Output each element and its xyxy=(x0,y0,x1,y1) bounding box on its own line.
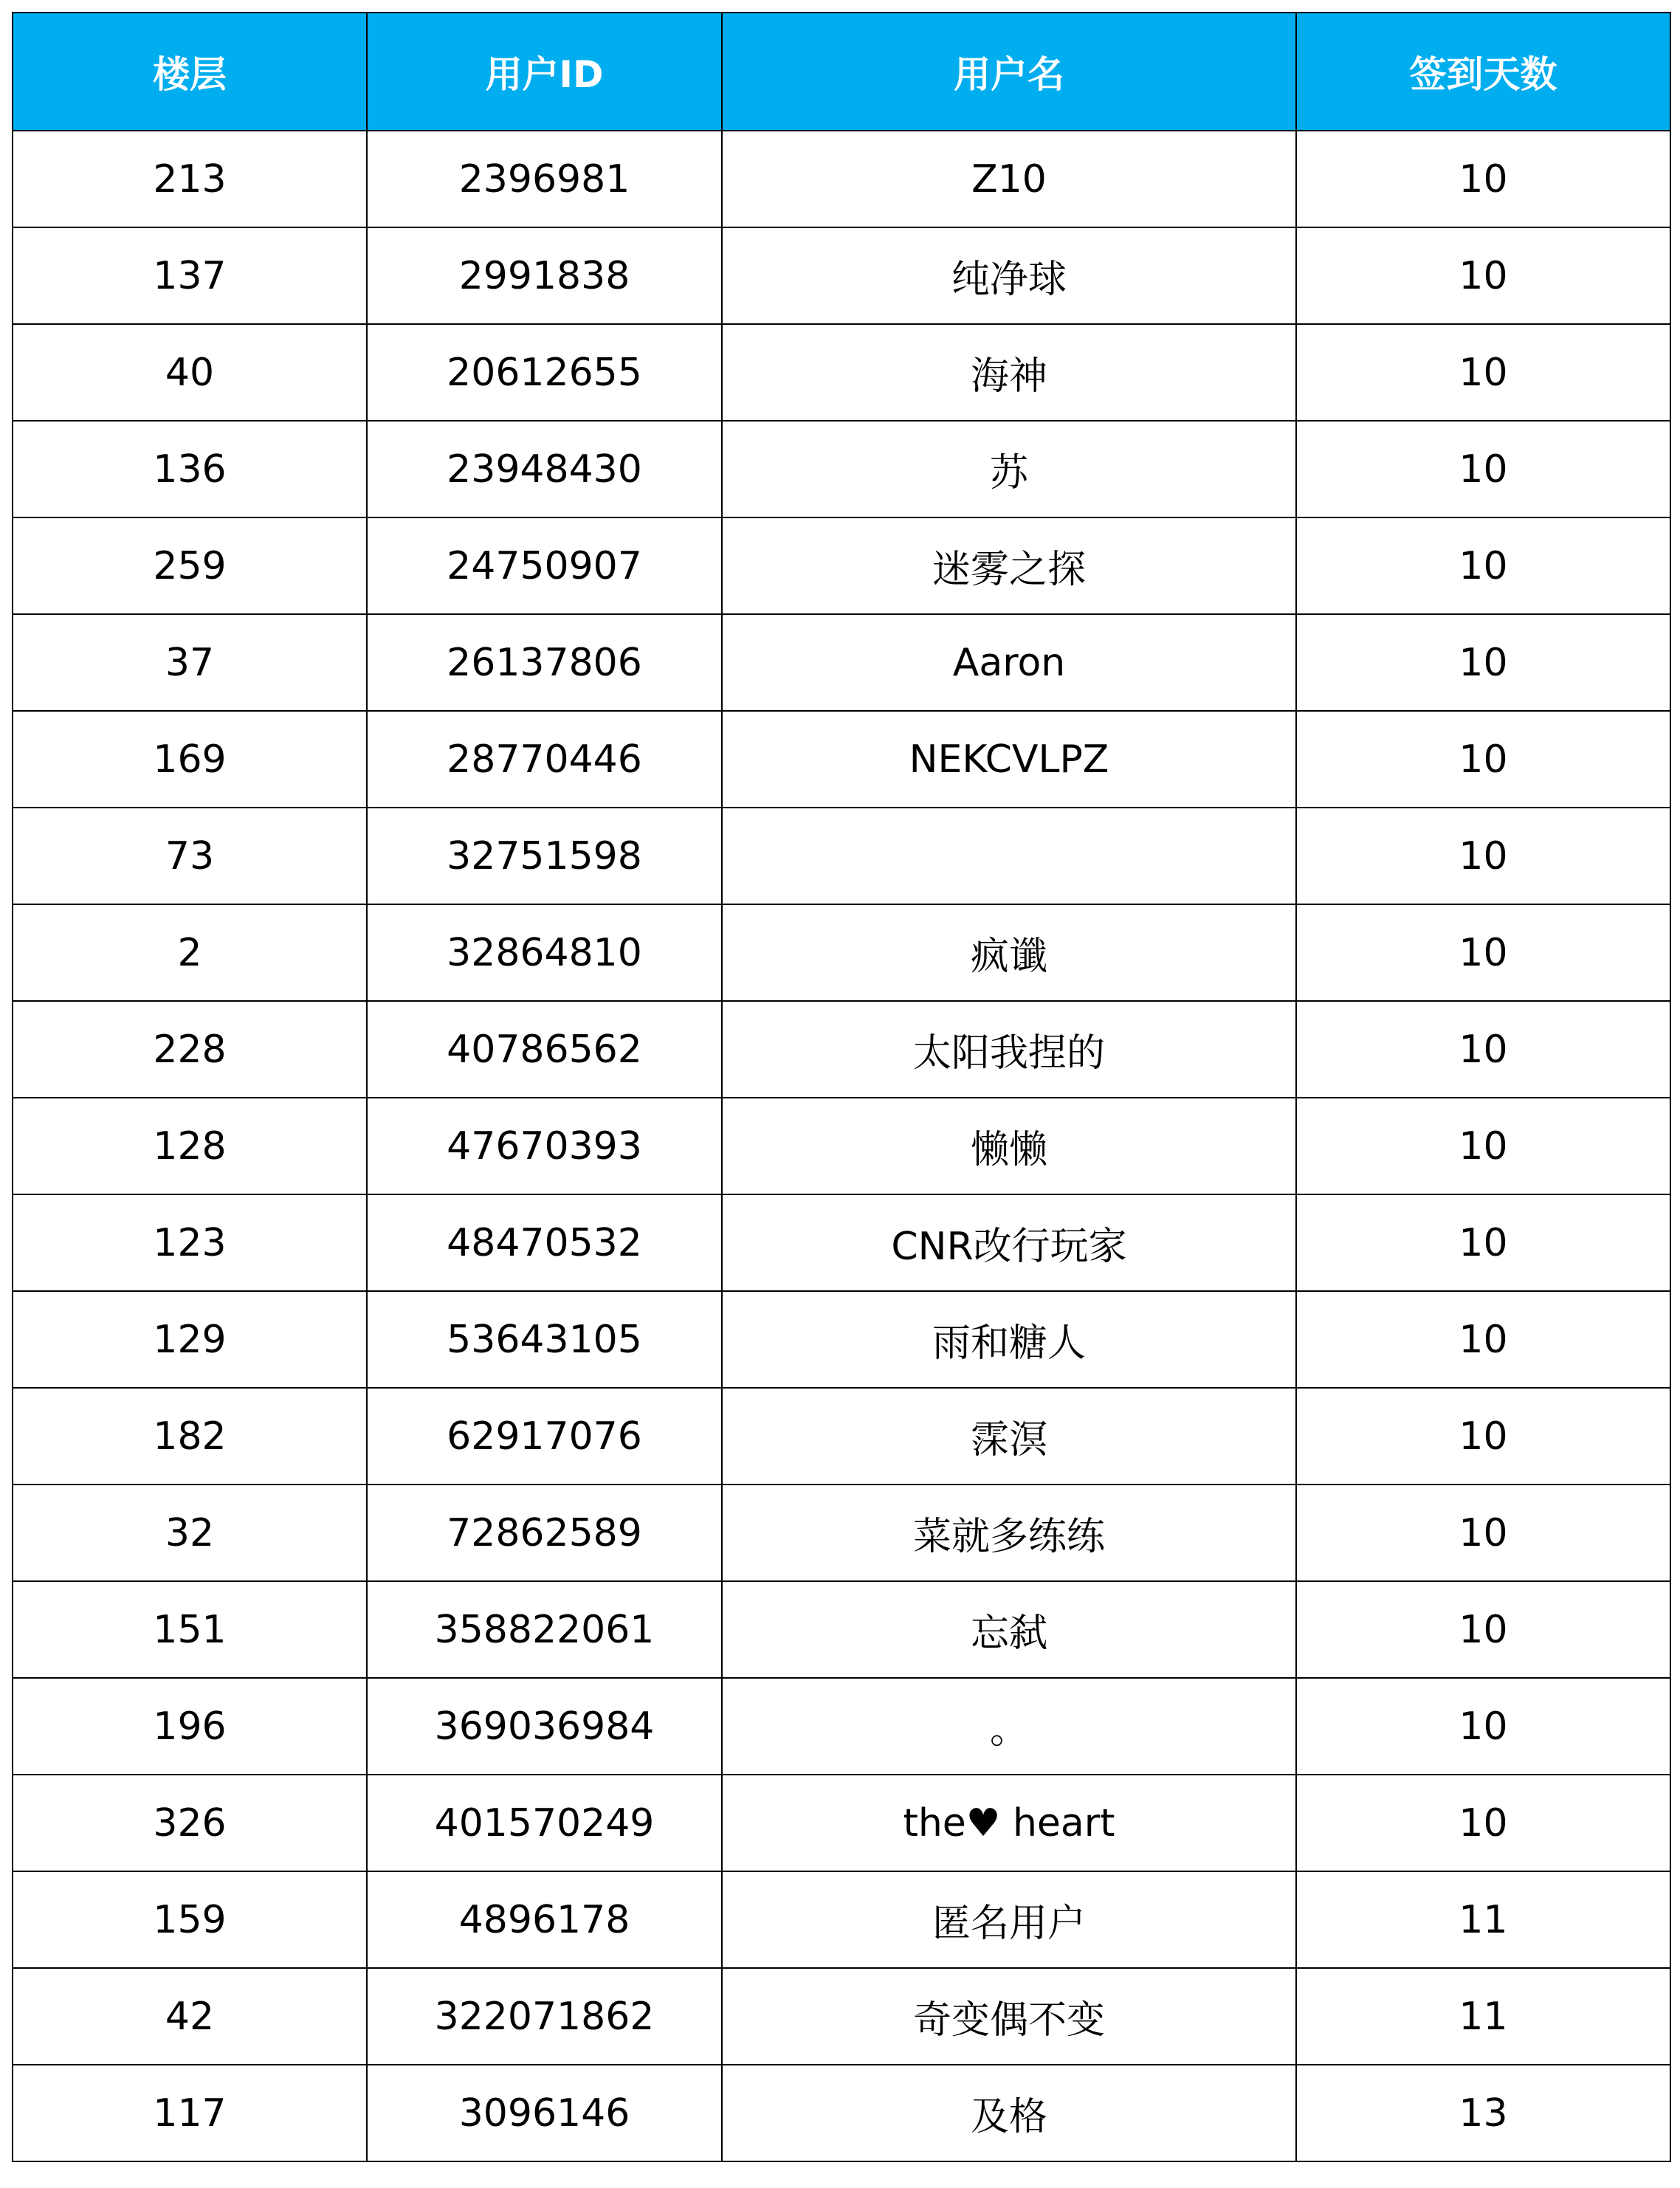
cell-username: 纯净球 xyxy=(722,227,1296,324)
cell-signin-days: 10 xyxy=(1296,1581,1670,1678)
cell-username: 海神 xyxy=(722,324,1296,421)
cell-signin-days: 10 xyxy=(1296,904,1670,1001)
cell-user-id: 62917076 xyxy=(367,1388,722,1485)
cell-username: 太阳我捏的 xyxy=(722,1001,1296,1098)
header-user-id: 用户ID xyxy=(367,13,722,131)
cell-floor: 213 xyxy=(13,131,367,227)
cell-signin-days: 10 xyxy=(1296,1485,1670,1581)
cell-user-id: 28770446 xyxy=(367,711,722,808)
cell-username: Aaron xyxy=(722,614,1296,711)
cell-user-id: 369036984 xyxy=(367,1678,722,1775)
cell-floor: 117 xyxy=(13,2065,367,2161)
cell-signin-days: 10 xyxy=(1296,1001,1670,1098)
cell-floor: 196 xyxy=(13,1678,367,1775)
cell-user-id: 3096146 xyxy=(367,2065,722,2161)
table-row xyxy=(13,1001,1670,1098)
cell-username: CNR改行玩家 xyxy=(722,1194,1296,1291)
cell-floor: 123 xyxy=(13,1194,367,1291)
cell-username: 忘弑 xyxy=(722,1581,1296,1678)
cell-signin-days: 11 xyxy=(1296,1871,1670,1968)
cell-username: 奇变偶不变 xyxy=(722,1968,1296,2065)
cell-floor: 259 xyxy=(13,517,367,614)
cell-signin-days: 10 xyxy=(1296,614,1670,711)
table-row xyxy=(13,711,1670,808)
table-row xyxy=(13,1388,1670,1485)
cell-signin-days: 10 xyxy=(1296,1098,1670,1194)
table-row xyxy=(13,421,1670,517)
table-row xyxy=(13,1291,1670,1388)
table-row xyxy=(13,1581,1670,1678)
cell-user-id: 72862589 xyxy=(367,1485,722,1581)
cell-user-id: 40786562 xyxy=(367,1001,722,1098)
cell-signin-days: 10 xyxy=(1296,1775,1670,1871)
cell-username: NEKCVLPZ xyxy=(722,711,1296,808)
cell-user-id: 2991838 xyxy=(367,227,722,324)
table-row xyxy=(13,131,1670,227)
cell-user-id: 24750907 xyxy=(367,517,722,614)
cell-user-id: 32864810 xyxy=(367,904,722,1001)
cell-username: 霂溟 xyxy=(722,1388,1296,1485)
table-row xyxy=(13,1678,1670,1775)
cell-signin-days: 10 xyxy=(1296,227,1670,324)
cell-user-id: 4896178 xyxy=(367,1871,722,1968)
cell-floor: 129 xyxy=(13,1291,367,1388)
cell-user-id: 2396981 xyxy=(367,131,722,227)
table-header xyxy=(13,13,1670,131)
cell-floor: 42 xyxy=(13,1968,367,2065)
cell-signin-days: 10 xyxy=(1296,1291,1670,1388)
table-row xyxy=(13,1775,1670,1871)
signin-table xyxy=(12,12,1671,2162)
cell-floor: 159 xyxy=(13,1871,367,1968)
table-row xyxy=(13,2065,1670,2161)
cell-floor: 326 xyxy=(13,1775,367,1871)
cell-floor: 2 xyxy=(13,904,367,1001)
cell-username: 迷雾之探 xyxy=(722,517,1296,614)
cell-floor: 137 xyxy=(13,227,367,324)
cell-username: 匿名用户 xyxy=(722,1871,1296,1968)
cell-user-id: 48470532 xyxy=(367,1194,722,1291)
cell-signin-days: 10 xyxy=(1296,421,1670,517)
table-row xyxy=(13,1968,1670,2065)
cell-floor: 169 xyxy=(13,711,367,808)
cell-user-id: 26137806 xyxy=(367,614,722,711)
cell-signin-days: 10 xyxy=(1296,1388,1670,1485)
cell-signin-days: 10 xyxy=(1296,1194,1670,1291)
cell-username: Z10 xyxy=(722,131,1296,227)
header-floor: 楼层 xyxy=(13,13,367,131)
cell-user-id: 53643105 xyxy=(367,1291,722,1388)
cell-signin-days: 10 xyxy=(1296,808,1670,904)
cell-username: 疯谶 xyxy=(722,904,1296,1001)
cell-user-id: 23948430 xyxy=(367,421,722,517)
cell-floor: 151 xyxy=(13,1581,367,1678)
cell-username: 及格 xyxy=(722,2065,1296,2161)
cell-signin-days: 10 xyxy=(1296,324,1670,421)
header-username: 用户名 xyxy=(722,13,1296,131)
cell-user-id: 358822061 xyxy=(367,1581,722,1678)
table-row xyxy=(13,904,1670,1001)
table-row xyxy=(13,517,1670,614)
cell-signin-days: 10 xyxy=(1296,131,1670,227)
cell-signin-days: 10 xyxy=(1296,517,1670,614)
header-signin-days: 签到天数 xyxy=(1296,13,1670,131)
cell-floor: 182 xyxy=(13,1388,367,1485)
cell-user-id: 322071862 xyxy=(367,1968,722,2065)
table-row xyxy=(13,227,1670,324)
cell-user-id: 20612655 xyxy=(367,324,722,421)
cell-signin-days: 10 xyxy=(1296,1678,1670,1775)
table-row xyxy=(13,324,1670,421)
table-row xyxy=(13,1871,1670,1968)
cell-floor: 128 xyxy=(13,1098,367,1194)
cell-username: the♥ heart xyxy=(722,1775,1296,1871)
table-body xyxy=(13,131,1670,2161)
cell-username: 菜就多练练 xyxy=(722,1485,1296,1581)
cell-floor: 37 xyxy=(13,614,367,711)
cell-username: 雨和糖人 xyxy=(722,1291,1296,1388)
cell-signin-days: 11 xyxy=(1296,1968,1670,2065)
cell-signin-days: 13 xyxy=(1296,2065,1670,2161)
header-row xyxy=(13,13,1670,131)
cell-signin-days: 10 xyxy=(1296,711,1670,808)
table-row xyxy=(13,1485,1670,1581)
cell-floor: 73 xyxy=(13,808,367,904)
cell-floor: 136 xyxy=(13,421,367,517)
cell-username: 。 xyxy=(722,1678,1296,1775)
cell-username: 苏 xyxy=(722,421,1296,517)
table-row xyxy=(13,614,1670,711)
table-row xyxy=(13,808,1670,904)
cell-user-id: 32751598 xyxy=(367,808,722,904)
cell-user-id: 47670393 xyxy=(367,1098,722,1194)
table-row xyxy=(13,1194,1670,1291)
cell-floor: 32 xyxy=(13,1485,367,1581)
cell-user-id: 401570249 xyxy=(367,1775,722,1871)
cell-username xyxy=(722,808,1296,904)
cell-username: 懒懒 xyxy=(722,1098,1296,1194)
cell-floor: 40 xyxy=(13,324,367,421)
cell-floor: 228 xyxy=(13,1001,367,1098)
table-row xyxy=(13,1098,1670,1194)
